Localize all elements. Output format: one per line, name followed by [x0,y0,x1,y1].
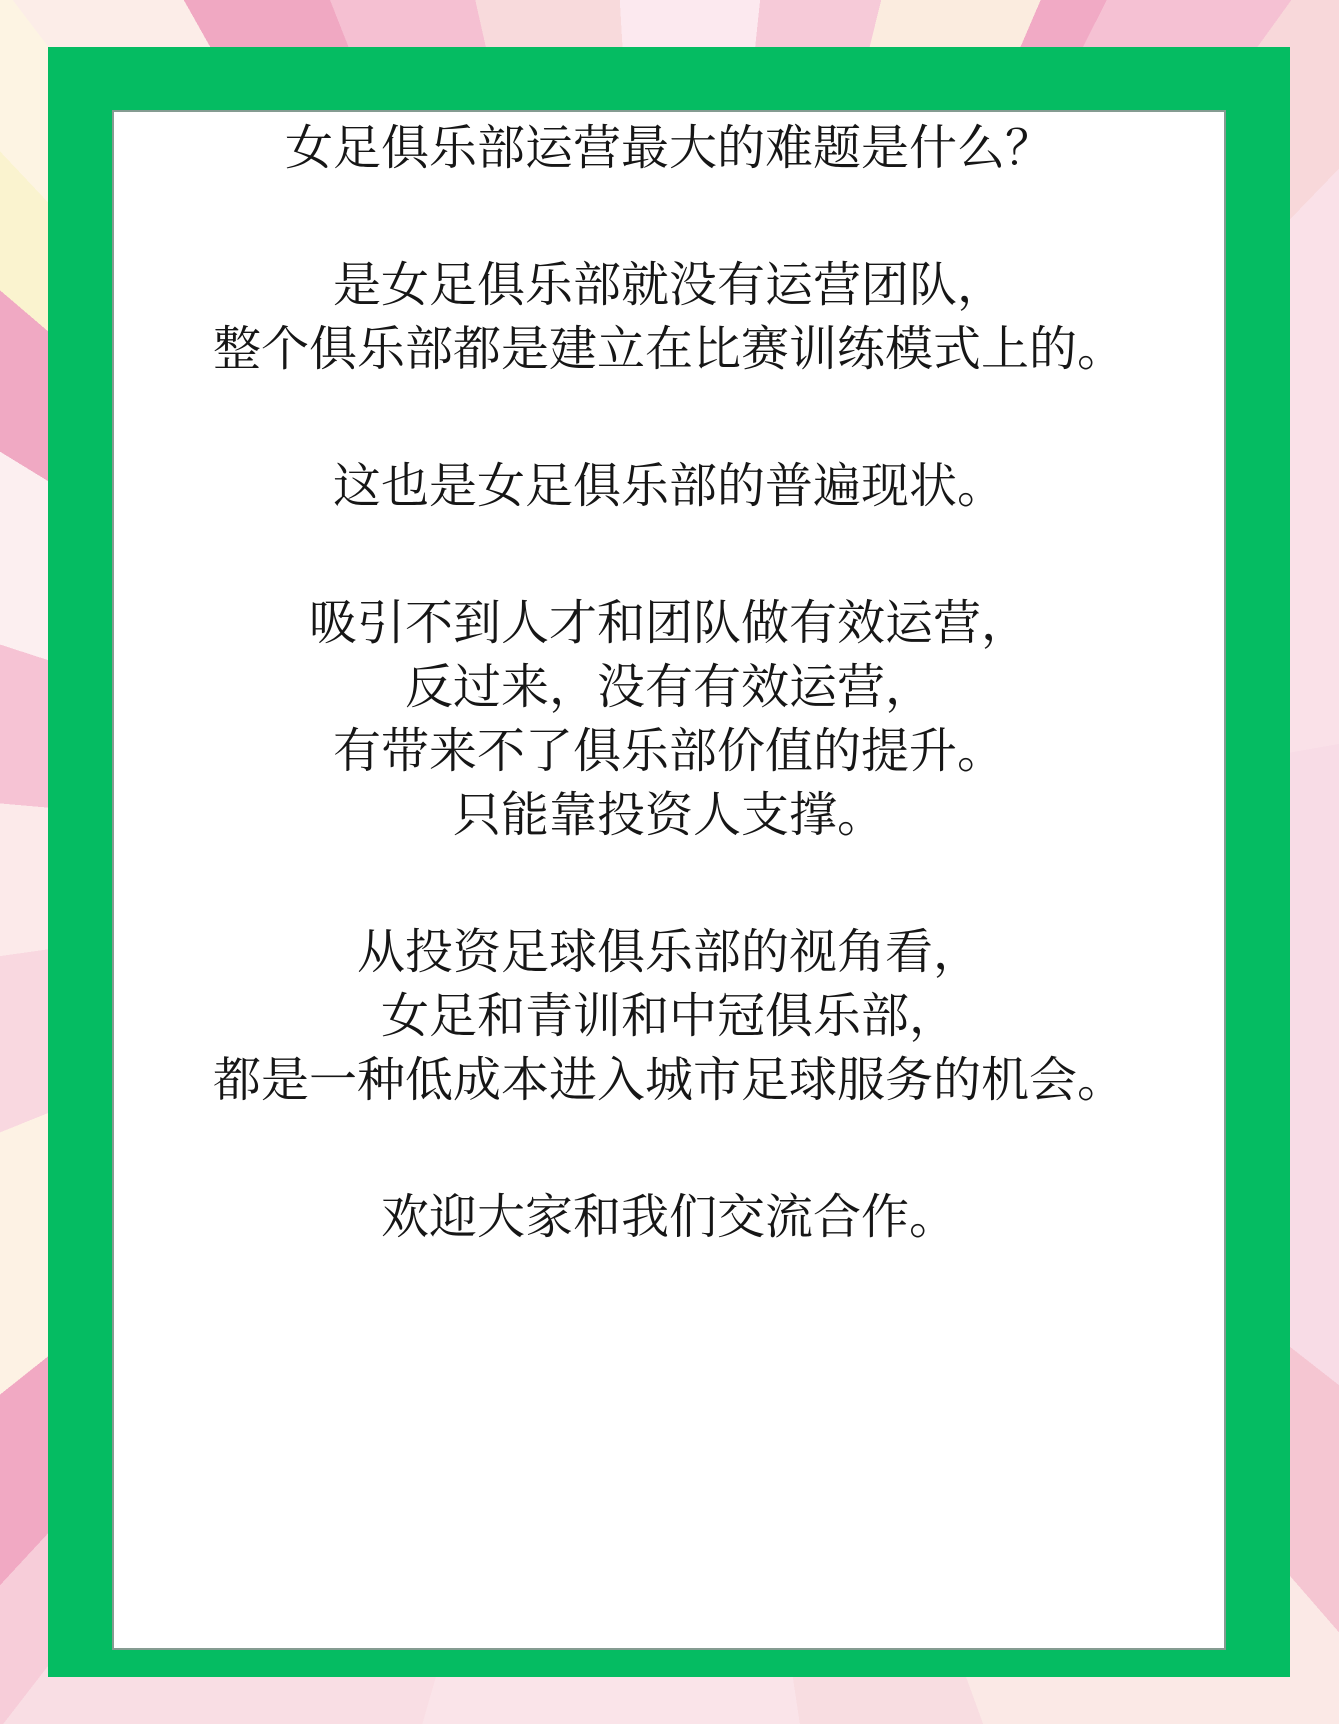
article-text [114,112,1224,1648]
text-line: 这也是女足俱乐部的普遍现状。 [332,460,1005,513]
paragraph [114,254,1224,382]
green-border-frame [48,47,1290,1677]
text-line: 欢迎大家和我们交流合作。 [380,1191,957,1244]
text-line: 只能靠投资人支撑。 [452,789,885,842]
text-line: 有带来不了俱乐部价值的提升。 [332,725,1005,778]
text-line: 反过来，没有有效运营， [404,661,933,714]
text-line: 整个俱乐部都是建立在比赛训练模式上的。 [212,323,1125,376]
page-title: 女足俱乐部运营最大的难题是什么？ [284,122,1053,175]
paragraph [114,592,1224,848]
text-line: 女足和青训和中冠俱乐部， [380,990,957,1043]
text-line: 从投资足球俱乐部的视角看， [356,926,981,979]
text-line: 吸引不到人才和团队做有效运营， [308,597,1029,650]
text-line: 是女足俱乐部就没有运营团队， [332,259,1005,312]
text-card [112,110,1226,1650]
paragraph [114,1186,1224,1250]
paragraph [114,921,1224,1113]
title-paragraph [114,117,1224,181]
text-line: 都是一种低成本进入城市足球服务的机会。 [212,1054,1125,1107]
paragraph [114,455,1224,519]
